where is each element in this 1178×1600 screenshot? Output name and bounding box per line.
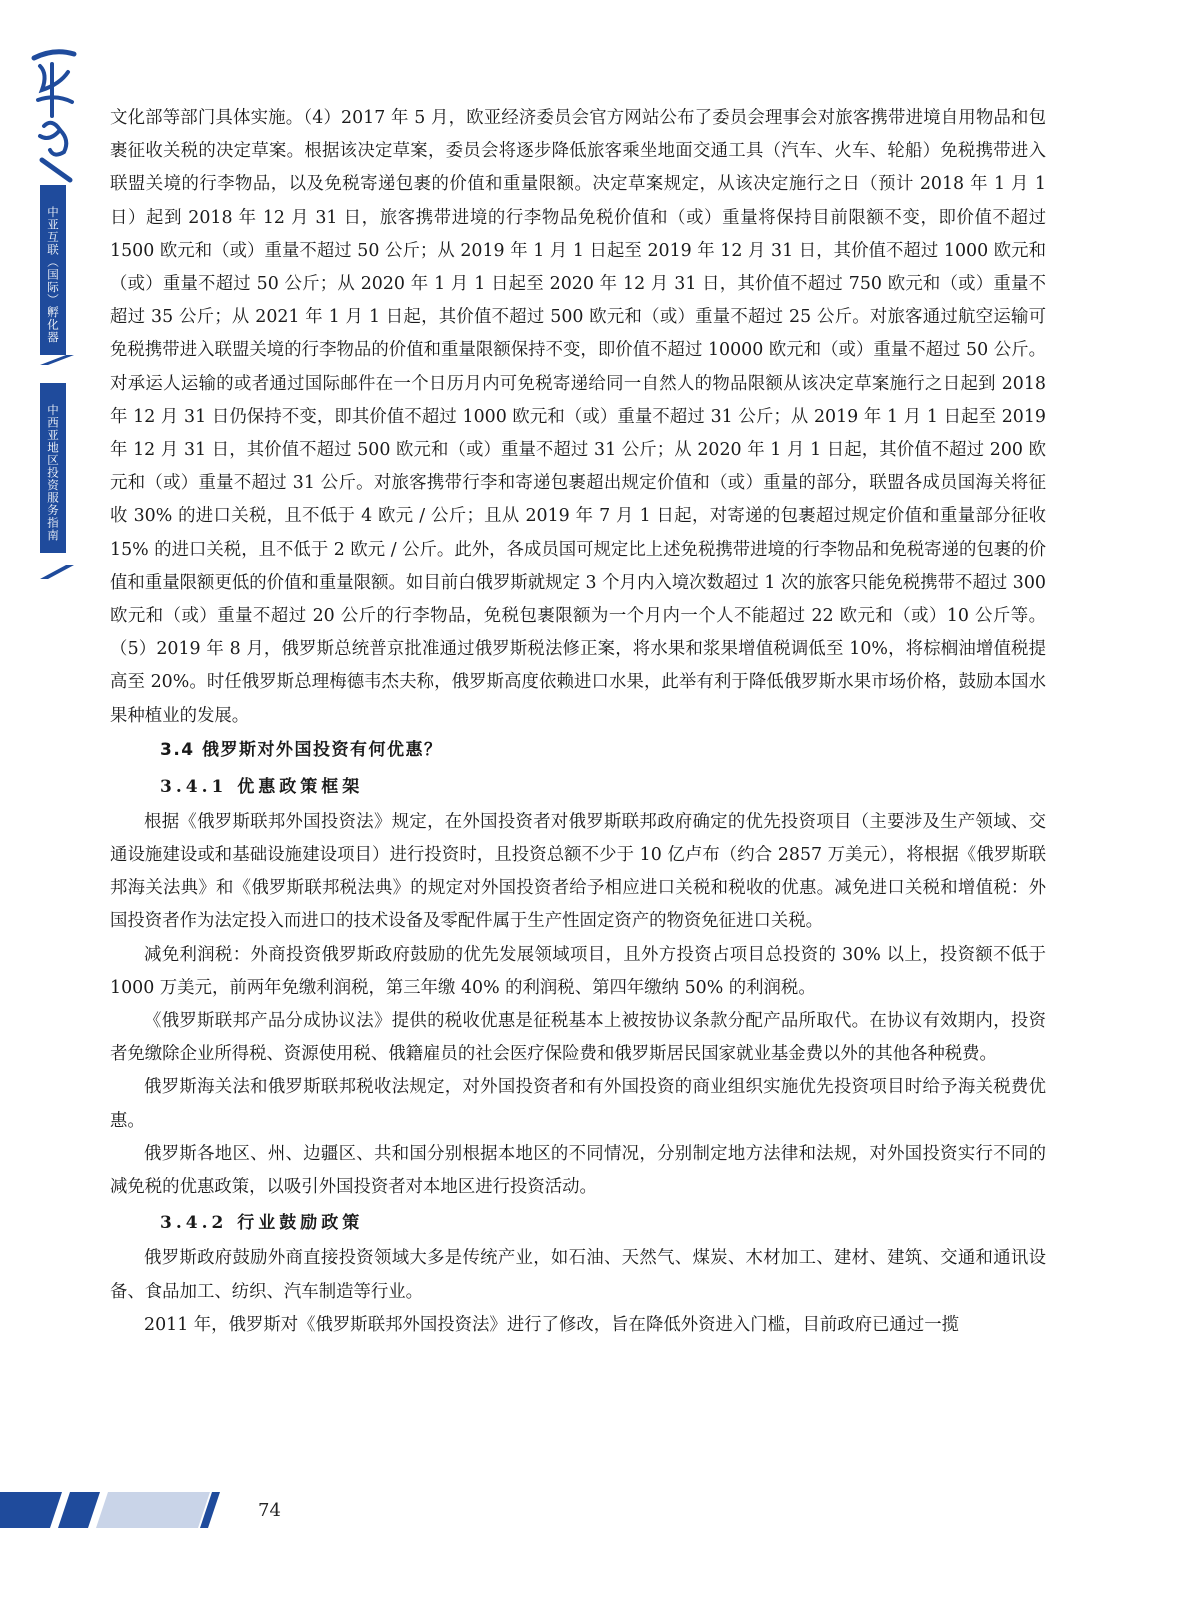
page-number: 74 — [258, 1500, 281, 1521]
section-heading-3-4: 3.4 俄罗斯对外国投资有何优惠？ — [160, 739, 443, 760]
side-divider-slash — [40, 355, 74, 365]
section-heading-3-4-2: 3.4.2 行业鼓励政策 — [160, 1213, 364, 1234]
document-body — [110, 102, 1046, 1342]
paragraph-customs-limits: 文化部等部门具体实施。（4）2017 年 5 月，欧亚经济委员会官方网站公布了委员会理事会对旅客携带进境自用物品和包裹征收关税的决定草案。根据该决定草案，委员会将逐步降低旅客乘坐地面交通工具（汽车、火车、轮船）免税携带进入联盟关境的行李物品，以及免税寄递包裹的价值和重量限额。决定草案规定，从该决定施行之日（预计 2018 年 1 月 1 日）起到 2018 年 12 月 31 日，旅客携带进境的行李物品免税价值和（或）重量将保持目前限额不变，即价值不超过 1500 欧元和（或）重量不超过 50 公斤；从 2019 年 1 月 1 日起至 2019 年 12 月 31 日，其价值不超过 1000 欧元和（或）重量不超过 50 公斤；从 2020 年 1 月 1 日起至 2020 年 12 月 31 日，其价值不超过 750 欧元和（或）重量不超过 35 公斤；从 2021 年 1 月 1 日起，其价值不超过 500 欧元和（或）重量不超过 25 公斤。对旅客通过航空运输可免税携带进入联盟关境的行李物品的价值和重量限额保持不变，即价值不超过 10000 欧元和（或）重量不超过 50 公斤。对承运人运输的或者通过国际邮件在一个日历月内可免税寄递给同一自然人的物品限额从该决定草案施行之日起到 2018 年 12 月 31 日仍保持不变，即其价值不超过 1000 欧元和（或）重量不超过 31 公斤；从 2019 年 1 月 1 日起至 2019 年 12 月 31 日，其价值不超过 500 欧元和（或）重量不超过 31 公斤；从 2020 年 1 月 1 日起，其价值不超过 200 欧元和（或）重量不超过 31 公斤。对旅客携带行李和寄递包裹超出规定价值和（或）重量的部分，联盟各成员国海关将征收 30% 的进口关税，且不低于 4 欧元 / 公斤；且从 2019 年 7 月 1 日起，对寄递的包裹超过规定价值和重量部分征收 15% 的进口关税，且不低于 2 欧元 / 公斤。此外，各成员国可规定比上述免税携带进境的行李物品和免税寄递的包裹的价值和重量限额更低的价值和重量限额。如目前白俄罗斯就规定 3 个月内入境次数超过 1 次的旅客只能免税携带不超过 300 欧元和（或）重量不超过 20 公斤的行李物品，免税包裹限额为一个月内一个人不能超过 22 欧元和（或）10 公斤等。（5）2019 年 8 月，俄罗斯总统普京批准通过俄罗斯税法修正案，将水果和浆果增值税调低至 10%，将棕榈油增值税提高至 20%。时任俄罗斯总理梅德韦杰夫称，俄罗斯高度依赖进口水果，此举有利于降低俄罗斯水果市场价格，鼓励本国水果种植业的发展。 — [110, 108, 1046, 726]
side-label-guide: 中西亚地区投资服务指南 — [46, 404, 60, 542]
paragraph-2011-amendment: 2011 年，俄罗斯对《俄罗斯联邦外国投资法》进行了修改，旨在降低外资进入门槛，目前政府已通过一揽 — [144, 1314, 959, 1335]
paragraph-encouraged-industries: 俄罗斯政府鼓励外商直接投资领域大多是传统产业，如石油、天然气、煤炭、木材加工、建材、建筑、交通和通讯设备、食品加工、纺织、汽车制造等行业。 — [110, 1248, 1046, 1302]
paragraph-psa-law: 《俄罗斯联邦产品分成协议法》提供的税收优惠是征税基本上被按协议条款分配产品所取代。在协议有效期内，投资者免缴除企业所得税、资源使用税、俄籍雇员的社会医疗保险费和俄罗斯居民国家就业基金费以外的其他各种税费。 — [110, 1011, 1046, 1065]
side-band — [40, 185, 66, 580]
side-end-slash — [40, 565, 74, 579]
section-heading-3-4-1: 3.4.1 优惠政策框架 — [160, 776, 364, 797]
yidaiyilu-logo — [30, 44, 78, 184]
paragraph-regional-policy: 俄罗斯各地区、州、边疆区、共和国分别根据本地区的不同情况，分别制定地方法律和法规，对外国投资实行不同的减免税的优惠政策，以吸引外国投资者对本地区进行投资活动。 — [110, 1143, 1046, 1198]
paragraph-profit-tax: 减免利润税：外商投资俄罗斯政府鼓励的优先发展领域项目，且外方投资占项目总投资的 30% 以上，投资额不低于 1000 万美元，前两年免缴利润税，第三年缴 40% 的利润税、第四年缴纳 50% 的利润税。 — [110, 944, 1046, 998]
footer-stripes — [0, 1490, 230, 1530]
paragraph-investment-law: 根据《俄罗斯联邦外国投资法》规定，在外国投资者对俄罗斯联邦政府确定的优先投资项目（主要涉及生产领域、交通设施建设或和基础设施建设项目）进行投资时，且投资总额不少于 10 亿卢布（约合 2857 万美元），将根据《俄罗斯联邦海关法典》和《俄罗斯联邦税法典》的规定对外国投资者给予相应进口关税和税收的优惠。减免进口关税和增值税：外国投资者作为法定投入而进口的技术设备及零配件属于生产性固定资产的物资免征进口关税。 — [110, 811, 1046, 932]
paragraph-customs-law: 俄罗斯海关法和俄罗斯联邦税收法规定，对外国投资者和有外国投资的商业组织实施优先投资项目时给予海关税费优惠。 — [110, 1077, 1046, 1131]
side-label-incubator: 中亚互联（国际）孵化器 — [46, 206, 60, 344]
